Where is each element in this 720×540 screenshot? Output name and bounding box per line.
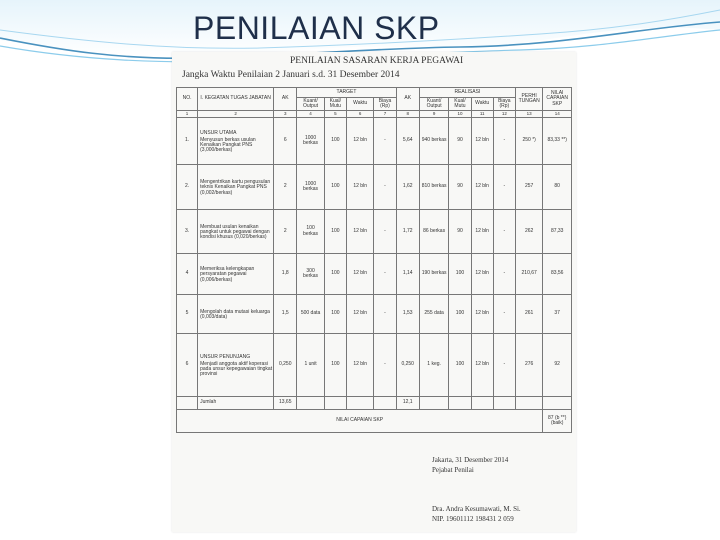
row-nilai: 83,33 **)	[543, 118, 572, 165]
row-real-waktu: 12 bln	[471, 165, 493, 210]
row-ak: 2	[274, 210, 297, 254]
col-number: 6	[346, 111, 373, 118]
total-ak: 13,65	[274, 397, 297, 410]
row-target-kuant: 500 data	[297, 295, 324, 334]
header-ak: AK	[274, 88, 297, 111]
row-real-biaya: -	[493, 295, 515, 334]
table-row	[177, 210, 572, 254]
row-real-kual: 100	[449, 254, 471, 295]
row-nilai: 83,56	[543, 254, 572, 295]
row-kegiatan-text: Mengentrikan kartu pengusulan teknis Kenaikan Pangkat PNS (0,002/berkas)	[200, 179, 271, 196]
signature-nip: NIP. 19601112 198431 2 059	[432, 515, 514, 523]
row-real-biaya: -	[493, 334, 515, 397]
row-real-kuant: 1 keg.	[419, 334, 449, 397]
row-real-kuant: 940 berkas	[419, 118, 449, 165]
row-real-waktu: 12 bln	[471, 295, 493, 334]
header-target: TARGET	[297, 88, 396, 98]
row-ak-realisasi: 1,62	[396, 165, 419, 210]
row-ak-realisasi: 1,14	[396, 254, 419, 295]
signature-role: Pejabat Penilai	[432, 466, 474, 474]
row-real-biaya: -	[493, 210, 515, 254]
col-number: 10	[449, 111, 471, 118]
col-number: 5	[324, 111, 346, 118]
row-target-waktu: 12 bln	[346, 210, 373, 254]
header-kegiatan: I. KEGIATAN TUGAS JABATAN	[198, 88, 274, 111]
header-ak-realisasi: AK	[396, 88, 419, 111]
row-kegiatan	[198, 118, 274, 165]
header-target-kual: Kual/ Mutu	[324, 98, 346, 111]
row-kegiatan-text: Menyusun berkas usulan Kenaikan Pangkat PNS (3,000/berkas)	[200, 136, 256, 154]
col-number: 7	[374, 111, 396, 118]
row-perhitungan: 250 *)	[515, 118, 542, 165]
row-no: 4	[177, 254, 198, 295]
row-no: 6	[177, 334, 198, 397]
row-ak: 1,8	[274, 254, 297, 295]
row-nilai: 87,33	[543, 210, 572, 254]
row-ak: 2	[274, 165, 297, 210]
table-row	[177, 165, 572, 210]
row-kegiatan-text: Memeriksa kelengkapan persyaratan pegawai (0,006/berkas)	[200, 266, 255, 283]
col-number: 11	[471, 111, 493, 118]
row-target-kuant: 1000 berkas	[297, 165, 324, 210]
col-number: 1	[177, 111, 198, 118]
row-real-waktu: 12 bln	[471, 118, 493, 165]
row-real-waktu: 12 bln	[471, 254, 493, 295]
header-perhitungan: PERHI TUNGAN	[515, 88, 542, 111]
row-ak: 0,250	[274, 334, 297, 397]
nilai-capaian-score: 87 (b **)	[548, 414, 567, 421]
header-target-biaya: Biaya (Rp)	[374, 98, 396, 111]
col-number: 12	[493, 111, 515, 118]
row-target-waktu: 12 bln	[346, 295, 373, 334]
row-ak-realisasi: 1,72	[396, 210, 419, 254]
col-number: 14	[543, 111, 572, 118]
row-real-kual: 100	[449, 295, 471, 334]
col-number: 13	[515, 111, 542, 118]
row-ak-realisasi: 0,250	[396, 334, 419, 397]
header-no: NO.	[177, 88, 198, 111]
header-real-kual: Kual/ Mutu	[449, 98, 471, 111]
row-ak: 1,5	[274, 295, 297, 334]
nilai-capaian-note: (baik)	[550, 420, 564, 426]
row-target-kuant: 1 unit	[297, 334, 324, 397]
row-target-kual: 100	[324, 254, 346, 295]
row-target-kuant: 100 berkas	[297, 210, 324, 254]
total-ak-realisasi: 12,1	[396, 397, 419, 410]
row-nilai: 37	[543, 295, 572, 334]
col-number: 8	[396, 111, 419, 118]
row-ak-realisasi: 1,53	[396, 295, 419, 334]
row-target-biaya: -	[374, 334, 396, 397]
scanned-document	[172, 52, 576, 532]
row-target-waktu: 12 bln	[346, 334, 373, 397]
document-period: Jangka Waktu Penilaian 2 Januari s.d. 31 Desember 2014	[182, 70, 400, 80]
row-target-waktu: 12 bln	[346, 254, 373, 295]
row-kegiatan-text: Mengolah data mutasi keluarga (0,003/data)	[200, 308, 270, 320]
table-row	[177, 254, 572, 295]
table-row	[177, 118, 572, 165]
row-nilai: 80	[543, 165, 572, 210]
row-real-kual: 90	[449, 118, 471, 165]
row-real-waktu: 12 bln	[471, 334, 493, 397]
row-kegiatan	[198, 295, 274, 334]
header-real-kuant: Kuant/ Output	[419, 98, 449, 111]
nilai-capaian-value	[543, 410, 572, 433]
row-kegiatan-text: Menjadi anggota aktif koperasi pada unsur kepegawaian tingkat provinsi	[200, 360, 273, 378]
row-target-biaya: -	[374, 118, 396, 165]
signature-name: Dra. Andra Kesumawati, M. Si.	[432, 505, 521, 513]
row-perhitungan: 210,67	[515, 254, 542, 295]
row-target-biaya: -	[374, 295, 396, 334]
slide-title: PENILAIAN SKP	[193, 10, 440, 46]
total-label: Jumlah	[198, 397, 274, 410]
row-no: 5	[177, 295, 198, 334]
row-real-kuant: 190 berkas	[419, 254, 449, 295]
total-row	[177, 397, 572, 410]
row-real-kuant: 255 data	[419, 295, 449, 334]
row-real-kual: 100	[449, 334, 471, 397]
header-nilai-capaian: NILAI CAPAIAN SKP	[543, 88, 572, 111]
row-kegiatan	[198, 254, 274, 295]
document-title: PENILAIAN SASARAN KERJA PEGAWAI	[290, 56, 464, 66]
row-section: UNSUR PENUNJANG	[200, 353, 251, 360]
row-no: 1.	[177, 118, 198, 165]
row-kegiatan	[198, 210, 274, 254]
row-real-biaya: -	[493, 165, 515, 210]
row-perhitungan: 276	[515, 334, 542, 397]
row-target-kual: 100	[324, 334, 346, 397]
row-target-waktu: 12 bln	[346, 165, 373, 210]
nilai-capaian-label: NILAI CAPAIAN SKP	[177, 410, 543, 433]
skp-table	[176, 87, 572, 433]
header-real-biaya: Biaya (Rp)	[493, 98, 515, 111]
row-real-waktu: 12 bln	[471, 210, 493, 254]
nilai-capaian-row	[177, 410, 572, 433]
header-realisasi: REALISASI	[419, 88, 515, 98]
row-target-kual: 100	[324, 118, 346, 165]
row-target-waktu: 12 bln	[346, 118, 373, 165]
row-real-biaya: -	[493, 254, 515, 295]
row-perhitungan: 257	[515, 165, 542, 210]
table-row	[177, 334, 572, 397]
row-target-kual: 100	[324, 210, 346, 254]
signature-place-date: Jakarta, 31 Desember 2014	[432, 456, 509, 464]
table-row	[177, 295, 572, 334]
header-target-waktu: Waktu	[346, 98, 373, 111]
row-perhitungan: 261	[515, 295, 542, 334]
row-real-kuant: 810 berkas	[419, 165, 449, 210]
row-target-kual: 100	[324, 165, 346, 210]
row-real-biaya: -	[493, 118, 515, 165]
row-target-kuant: 300 berkas	[297, 254, 324, 295]
col-number: 2	[198, 111, 274, 118]
col-number: 4	[297, 111, 324, 118]
row-target-biaya: -	[374, 210, 396, 254]
header-real-waktu: Waktu	[471, 98, 493, 111]
row-real-kual: 90	[449, 210, 471, 254]
row-real-kual: 90	[449, 165, 471, 210]
row-ak-realisasi: 5,64	[396, 118, 419, 165]
row-ak: 6	[274, 118, 297, 165]
row-section: UNSUR UTAMA	[200, 129, 237, 136]
row-kegiatan	[198, 165, 274, 210]
row-no: 3.	[177, 210, 198, 254]
row-target-biaya: -	[374, 165, 396, 210]
row-kegiatan	[198, 334, 274, 397]
row-nilai: 92	[543, 334, 572, 397]
row-target-kuant: 1000 berkas	[297, 118, 324, 165]
col-number: 3	[274, 111, 297, 118]
header-target-kuant: Kuant/ Output	[297, 98, 324, 111]
row-real-kuant: 86 berkas	[419, 210, 449, 254]
row-target-kual: 100	[324, 295, 346, 334]
col-number: 9	[419, 111, 449, 118]
row-target-biaya: -	[374, 254, 396, 295]
row-no: 2.	[177, 165, 198, 210]
row-perhitungan: 262	[515, 210, 542, 254]
row-kegiatan-text: Membuat usulan kenaikan pangkat untuk pegawai dengan kondisi khusus (0,020/berkas)	[200, 223, 270, 241]
